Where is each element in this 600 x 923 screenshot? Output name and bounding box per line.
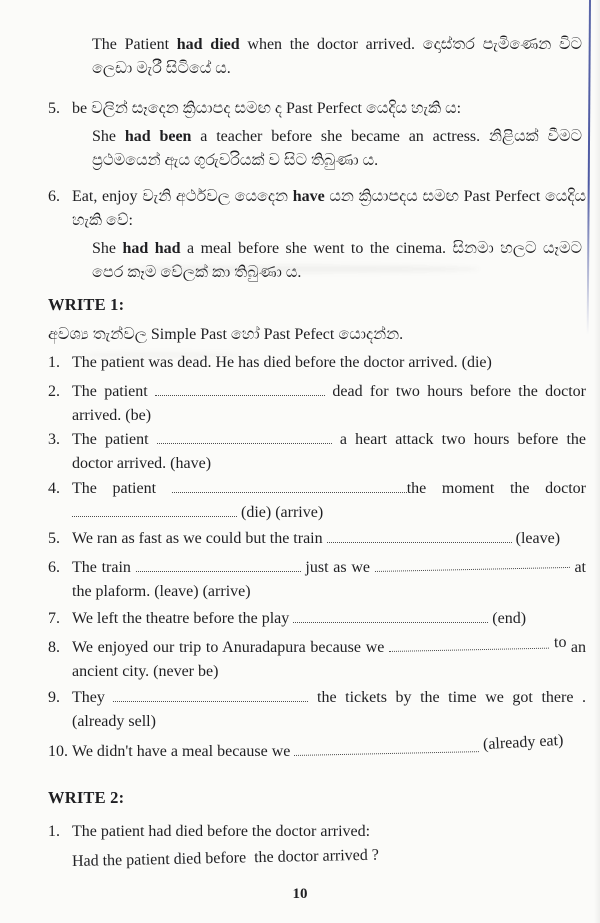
answer-blank: [136, 571, 301, 572]
note-number: 5.: [48, 100, 60, 117]
exercise-item-9: [48, 686, 586, 734]
text-segment: (already sell): [72, 713, 156, 730]
answer-blank: [72, 516, 237, 517]
exercise-number: 10.: [48, 743, 68, 760]
answer-blank: [375, 567, 570, 572]
text-segment: The train: [72, 559, 136, 576]
write2-question: Had the patient died before the doctor arrived ?: [71, 846, 380, 870]
text-segment: We left the theatre before the play: [72, 610, 294, 627]
note-number: 6.: [48, 188, 60, 205]
text-segment: a teacher before she became an actress. නිළියක් වීමට ප්‍රථමයෙන් ඇය ගුරුවරියක් ව සිට තිබුණා ය.: [92, 128, 583, 169]
exercise-text: [72, 607, 586, 631]
write1-heading: WRITE 1:: [48, 295, 125, 314]
exercise-number: 1.: [48, 823, 60, 840]
exercise-item-4: [48, 477, 586, 525]
exercise-number: 4.: [48, 480, 60, 497]
exercise-number: 5.: [48, 530, 60, 547]
exercise-number: 6.: [48, 559, 60, 576]
answer-blank: [389, 648, 549, 652]
answer-blank: [293, 622, 488, 623]
exercise-text: [72, 686, 586, 734]
text-segment: (die) (arrive): [237, 504, 324, 521]
write1-instruction: අවශ්‍ය තැන්වල Simple Past හෝ Past Pefect යොදන්න.: [48, 326, 404, 343]
example-sentence-had-died: [92, 0, 582, 81]
text-segment: The patient: [72, 480, 172, 497]
exercise-item-3: [48, 428, 586, 476]
exercise-number: 3.: [48, 431, 60, 448]
text-segment: (end): [488, 610, 527, 627]
exercise-item-10: [48, 731, 586, 764]
text-segment: They: [72, 689, 114, 706]
grammar-note-5: [48, 97, 586, 121]
text-segment: a heart attack two hours before the doctor arrived. (have): [72, 431, 586, 472]
text-segment: The patient: [72, 431, 157, 448]
answer-blank: [172, 492, 407, 493]
text-segment: Eat, enjoy වැනි අර්ථවල යෙදෙන: [72, 188, 293, 205]
text-segment: when the doctor arrived.: [239, 36, 423, 53]
text-segment: just as we: [300, 559, 375, 576]
note-text: [72, 97, 586, 121]
exercise-number: 7.: [48, 610, 60, 627]
note-text: [72, 185, 586, 233]
text-segment: to: [553, 633, 567, 652]
write2-heading: WRITE 2:: [48, 788, 125, 807]
exercise-number: 9.: [48, 689, 60, 706]
exercise-item-8: [48, 633, 586, 684]
bold-text: have: [292, 188, 325, 205]
exercise-text: [72, 556, 586, 604]
text-segment: We ran as fast as we could but the train: [72, 530, 327, 547]
text-segment: the moment the doctor: [406, 480, 586, 497]
exercise-text: [72, 380, 586, 428]
exercise-text: [72, 428, 586, 476]
example-sentence-had-had: [92, 237, 582, 285]
exercise-number: 8.: [48, 639, 60, 656]
text-segment: The patient was dead. He has died before the doctor arrived. (die): [72, 354, 492, 371]
text-segment: The Patient: [92, 36, 177, 53]
text-segment: dead for two hours before the doctor arrived. (be): [72, 383, 586, 424]
answer-blank: [113, 701, 308, 702]
text-segment: We didn't have a meal because we: [72, 743, 295, 760]
scan-right-shade: [594, 0, 600, 923]
text-segment: We enjoyed our trip to Anuradapura because we: [72, 639, 390, 656]
page-number: 10: [292, 886, 308, 902]
text-segment: She: [92, 240, 123, 257]
exercise-item-5: [48, 527, 586, 551]
exercise-text: [72, 527, 586, 551]
text-segment: දොස්තර පැමිණෙන විට ලෙඩා මැරී සිටියේ ය.: [92, 36, 582, 77]
scan-smudge: [78, 352, 248, 358]
text-segment: (leave): [511, 530, 561, 547]
bold-text: had died: [176, 36, 240, 53]
text-segment: a meal before she went to the cinema. සිනමා හලට යෑමට පෙර කෑම වේලක් කා තිබුණා ය.: [92, 240, 583, 281]
grammar-note-6: [48, 185, 586, 233]
answer-blank: [157, 443, 332, 444]
text-segment: She: [92, 128, 125, 145]
exercise-item-7: [48, 607, 586, 631]
scan-edge-line: [587, 0, 591, 335]
exercise-text: [72, 477, 586, 525]
text-segment: be වලින් සෑදෙන ක්‍රියාපද සමඟ ද Past Perfect යෙදිය හැකි ය:: [72, 100, 462, 117]
exercise-item-6: [48, 556, 586, 604]
write2-item-1: [48, 820, 586, 874]
text-segment: යන ක්‍රියාපදය සමඟ Past Perfect යෙදිය හැකි වේ:: [72, 188, 586, 229]
bold-text: had had: [122, 240, 181, 257]
text-segment: (already eat): [482, 731, 565, 754]
write2-statement: The patient had died before the doctor arrived:: [72, 823, 371, 840]
text-segment: the tickets by the time we got there .: [308, 689, 587, 706]
answer-blank: [294, 751, 479, 756]
example-sentence-had-been: [92, 125, 582, 173]
scan-smudge: [120, 265, 480, 273]
bold-text: had been: [124, 128, 192, 145]
text-segment: an ancient city. (never be): [72, 639, 586, 680]
text-segment: at the plaform. (leave) (arrive): [72, 559, 586, 600]
exercise-number: 1.: [48, 354, 60, 371]
text-segment: The patient: [72, 383, 156, 400]
write2-item-lines: [72, 820, 586, 874]
exercise-item-2: [48, 380, 586, 428]
answer-blank: [327, 542, 512, 543]
answer-blank: [155, 395, 325, 396]
exercise-text: [72, 731, 586, 764]
exercise-text: [72, 633, 586, 684]
exercise-number: 2.: [48, 383, 60, 400]
